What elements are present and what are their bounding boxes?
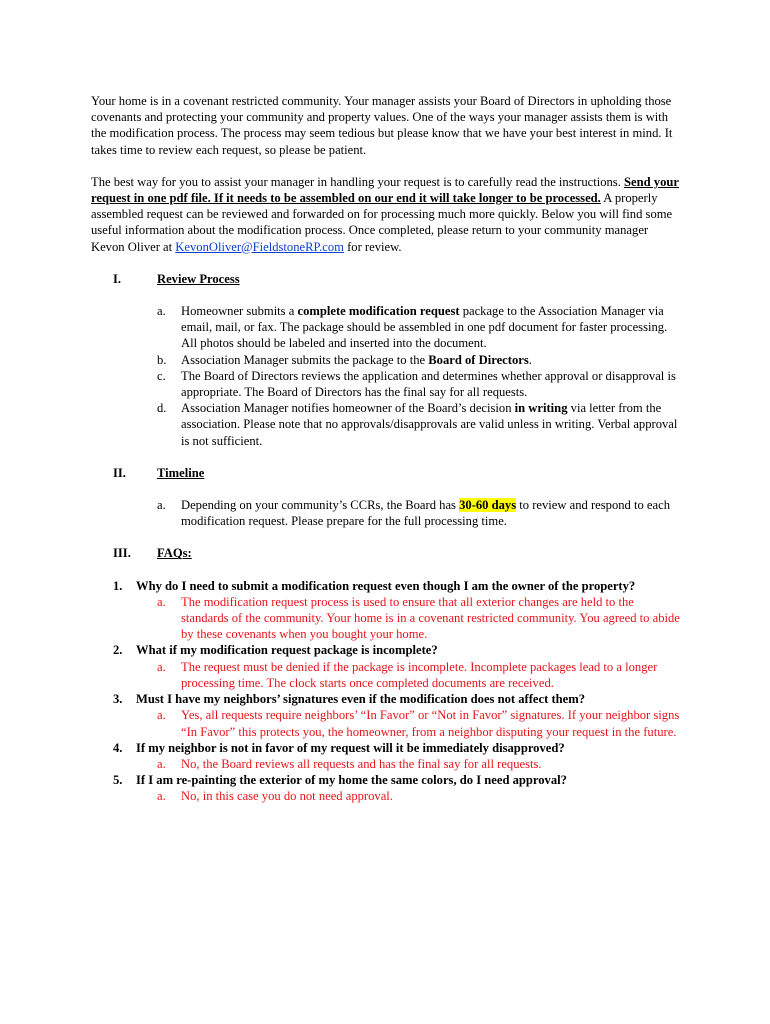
faq-answer-letter: a. bbox=[157, 659, 166, 674]
step-letter: d. bbox=[157, 401, 167, 416]
step-text bbox=[181, 497, 682, 529]
faq-question-text: What if my modification request package is incomplete? bbox=[136, 643, 438, 658]
section-faqs bbox=[91, 545, 682, 804]
faq-question bbox=[91, 642, 682, 658]
faq-number: 5. bbox=[113, 773, 123, 788]
step-text-part: to review and respond to each modification request. Please prepare for the full processing time. bbox=[181, 498, 670, 529]
faq-answer bbox=[91, 788, 682, 804]
faq-answer-text: The modification request process is used to ensure that all exterior changes are held to the standards of the community. Your home is in a covenant restricted community. You agreed to abide by these covenants when you bought your home. bbox=[181, 594, 680, 642]
step-text bbox=[181, 303, 682, 352]
section-number: II. bbox=[113, 465, 126, 480]
faq-answer bbox=[91, 756, 682, 772]
intro-p2-start: The best way for you to assist your manager in handling your request is to carefully read the instructions. bbox=[91, 174, 625, 189]
timeline-item-a bbox=[91, 497, 682, 529]
section-review-process bbox=[91, 271, 682, 449]
section-timeline bbox=[91, 465, 682, 530]
faq-question-text: If I am re-painting the exterior of my home the same colors, do I need approval? bbox=[136, 773, 567, 788]
section-title: Review Process bbox=[157, 271, 240, 286]
faq-answer-letter: a. bbox=[157, 789, 166, 804]
faq-question bbox=[91, 691, 682, 707]
review-step-b bbox=[91, 352, 682, 368]
review-step-c bbox=[91, 368, 682, 400]
faq-question bbox=[91, 578, 682, 594]
section-heading bbox=[91, 271, 682, 287]
review-steps bbox=[91, 303, 682, 449]
faq-item-1 bbox=[91, 578, 682, 643]
step-text: The Board of Directors reviews the application and determines whether approval or disapproval is appropriate. The Board of Directors has the final say for all requests. bbox=[181, 368, 676, 400]
intro-p2-middle: A properly assembled request can be reviewed and forwarded on for processing much more quickly. Below you will find some useful information about the modification process. Once completed, please return to your community manager Kevon Oliver at bbox=[91, 191, 673, 254]
section-heading bbox=[91, 465, 682, 481]
faq-answer-text: Yes, all requests require neighbors’ “In Favor” or “Not in Favor” signatures. If your neighbor signs “In Favor” this protects you, the homeowner, from a neighbor disputing your request in the future. bbox=[181, 708, 680, 739]
highlighted-duration: 30-60 days bbox=[459, 498, 517, 513]
timeline-items bbox=[91, 497, 682, 529]
faq-answer bbox=[91, 707, 682, 739]
section-title: FAQs: bbox=[157, 546, 192, 561]
step-letter: c. bbox=[157, 368, 166, 383]
review-step-a bbox=[91, 303, 682, 352]
faq-answer bbox=[91, 594, 682, 643]
faq-number: 3. bbox=[113, 692, 123, 707]
faq-answer-text: The request must be denied if the package is incomplete. Incomplete packages lead to a longer processing time. The clock starts once completed documents are received. bbox=[181, 659, 658, 690]
faq-question bbox=[91, 772, 682, 788]
faq-item-2 bbox=[91, 642, 682, 691]
faq-answer-letter: a. bbox=[157, 594, 166, 609]
step-text-part: Association Manager submits the package to the bbox=[181, 352, 429, 367]
faq-number: 1. bbox=[113, 578, 123, 593]
faq-number: 2. bbox=[113, 643, 123, 658]
step-letter: a. bbox=[157, 498, 166, 513]
intro-paragraph-2 bbox=[91, 174, 682, 255]
section-number: I. bbox=[113, 271, 122, 286]
faq-item-3 bbox=[91, 691, 682, 740]
step-text-part: . bbox=[528, 352, 532, 367]
faq-number: 4. bbox=[113, 740, 123, 755]
step-text-part: via letter from the association. Please note that no approvals/disapprovals are valid unless in writing. Verbal approval is not sufficient. bbox=[181, 401, 678, 448]
faq-answer-letter: a. bbox=[157, 756, 166, 771]
faq-question-text: Must I have my neighbors’ signatures even if the modification does not affect them? bbox=[136, 692, 586, 707]
step-letter: a. bbox=[157, 304, 166, 319]
step-text-part: Depending on your community’s CCRs, the Board has bbox=[181, 498, 460, 513]
step-text bbox=[181, 352, 682, 368]
faq-list bbox=[91, 578, 682, 805]
step-text-part: Association Manager notifies homeowner of the Board’s decision bbox=[181, 401, 515, 416]
faq-answer-letter: a. bbox=[157, 708, 166, 723]
step-letter: b. bbox=[157, 352, 167, 367]
faq-answer bbox=[91, 659, 682, 691]
manager-email-link[interactable]: KevonOliver@FieldstoneRP.com bbox=[175, 239, 344, 254]
section-title: Timeline bbox=[157, 465, 205, 480]
step-text-bold: in writing bbox=[514, 401, 568, 416]
step-text-bold: Board of Directors bbox=[428, 352, 529, 367]
intro-p2-end: for review. bbox=[343, 239, 402, 254]
step-text bbox=[181, 400, 682, 449]
faq-question bbox=[91, 740, 682, 756]
intro-paragraph-1: Your home is in a covenant restricted community. Your manager assists your Board of Directors in upholding those covenants and protecting your community and property values. One of the ways your manager assists them is with the modification process. The process may seem tedious but please know that we have your best interest in mind. It takes time to review each request, so please be patient. bbox=[91, 94, 673, 157]
step-text-bold: complete modification request bbox=[297, 304, 460, 319]
review-step-d bbox=[91, 400, 682, 449]
section-number: III. bbox=[113, 546, 131, 561]
faq-question-text: If my neighbor is not in favor of my request will it be immediately disapproved? bbox=[136, 740, 565, 755]
faq-answer-text: No, the Board reviews all requests and has the final say for all requests. bbox=[181, 756, 542, 771]
step-text-part: Homeowner submits a bbox=[181, 304, 298, 319]
faq-item-5 bbox=[91, 772, 682, 804]
section-heading bbox=[91, 545, 682, 561]
intro-p2-emphasis: Send your request in one pdf file. If it needs to be assembled on our end it will take longer to be processed. bbox=[91, 174, 679, 206]
step-text-part: package to the Association Manager via email, mail, or fax. The package should be assembled in one pdf document for faster processing. All photos should be labeled and inserted into the document. bbox=[181, 304, 668, 351]
faq-item-4 bbox=[91, 740, 682, 772]
faq-question-text: Why do I need to submit a modification request even though I am the owner of the property? bbox=[136, 578, 636, 593]
faq-answer-text: No, in this case you do not need approval. bbox=[181, 789, 393, 804]
